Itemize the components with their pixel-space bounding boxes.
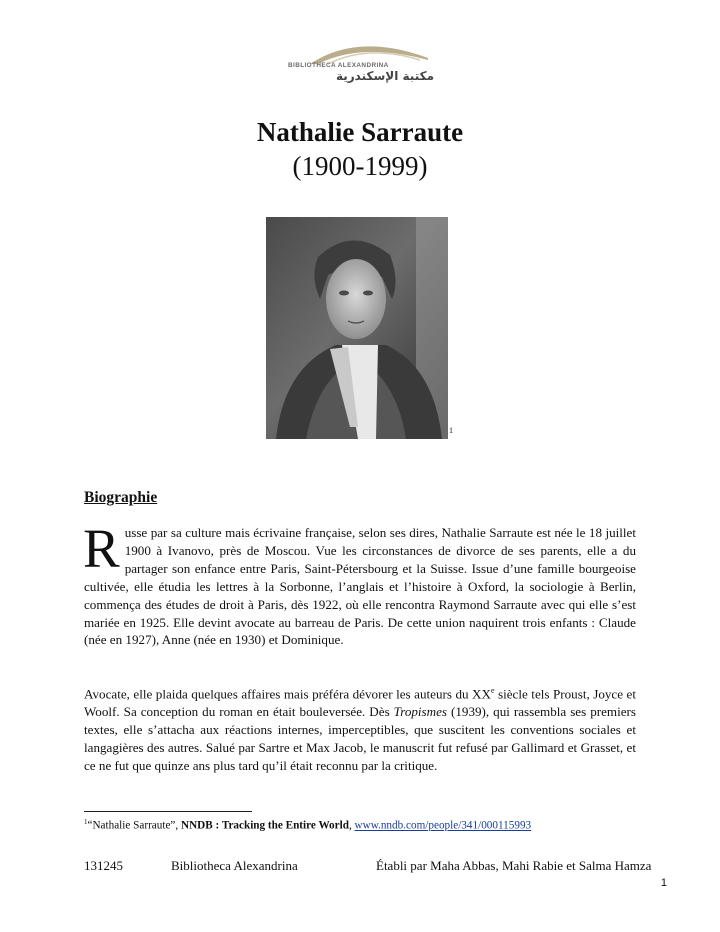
paragraph-2-text-c: (1939), qui rassembla ses premiers textes, elle s’attacha aux réactions internes, imperceptibles, que suscitent les conventions sociales et langagières des autres. Salué par Sartre et Max Jacob, le manuscrit fut refusé par Gallimard et Grasset, et ce ne fut que quinze ans plus tard qu’il était reconnu par la critique.: [84, 704, 637, 773]
paragraph-1-text: usse par sa culture mais écrivaine française, selon ses dires, Nathalie Sarraute est née le 18 juillet 1900 à Ivanovo, près de Moscou. Vue les circonstances de divorce de ses parents, elle a du partager son enfance entre Paris, Saint-Pétersbourg et la Suisse. Issue d’une famille bourgeoise cultivée, elle étudia les lettres à la Sorbonne, l’anglais et l’histoire à Oxford, la sociologie à Berlin, commença des études de droit à Paris, dès 1922, où elle rencontra Raymond Sarraute avec qui elle s’est mariée en 1925. Elle devint avocate au barreau de Paris. De cette union naquirent trois enfants : Claude (née en 1927), Anne (née en 1930) et Dominique.: [84, 525, 636, 648]
footnote-separator: [84, 811, 252, 812]
paragraph-2-text-a: Avocate, elle plaida quelques affaires mais préféra dévorer les auteurs du XX: [84, 686, 491, 702]
bibliotheca-alexandrina-logo: [288, 38, 434, 90]
book-title-tropismes: Tropismes: [393, 704, 448, 720]
footnote-link[interactable]: www.nndb.com/people/341/000115993: [354, 819, 532, 832]
footer-institution: Bibliotheca Alexandrina: [171, 858, 298, 873]
logo-arabic-name: مكتبة الإسكندرية: [335, 69, 434, 83]
paragraph-2: [84, 682, 636, 775]
footnote: [84, 818, 531, 832]
drop-cap: R: [83, 518, 120, 579]
footer-credits: Établi par Maha Abbas, Mahi Rabie et Salma Hamza: [376, 858, 652, 873]
photo-footnote-marker: 1: [449, 426, 453, 435]
footer-code: 131245: [84, 858, 123, 873]
paragraph-2-text-b: siècle tels Proust, Joyce et Woolf. Sa conception du roman en était bouleversée. Dès: [84, 686, 636, 720]
section-heading: Biographie: [84, 489, 158, 506]
logo-latin-name: BIBLIOTHECA ALEXANDRINA: [288, 62, 389, 69]
life-dates: (1900-1999): [292, 151, 428, 181]
footnote-marker: 1: [84, 818, 88, 826]
page-number: 1: [660, 877, 667, 889]
footnote-source: NNDB : Tracking the Entire World: [181, 819, 349, 832]
page-title: Nathalie Sarraute: [256, 117, 464, 147]
paragraph-1: [83, 518, 636, 649]
portrait-photo: [266, 217, 448, 439]
footnote-quote: “Nathalie Sarraute”,: [87, 819, 181, 832]
footnote-separator-text: ,: [348, 819, 355, 832]
century-superscript: e: [490, 686, 495, 695]
